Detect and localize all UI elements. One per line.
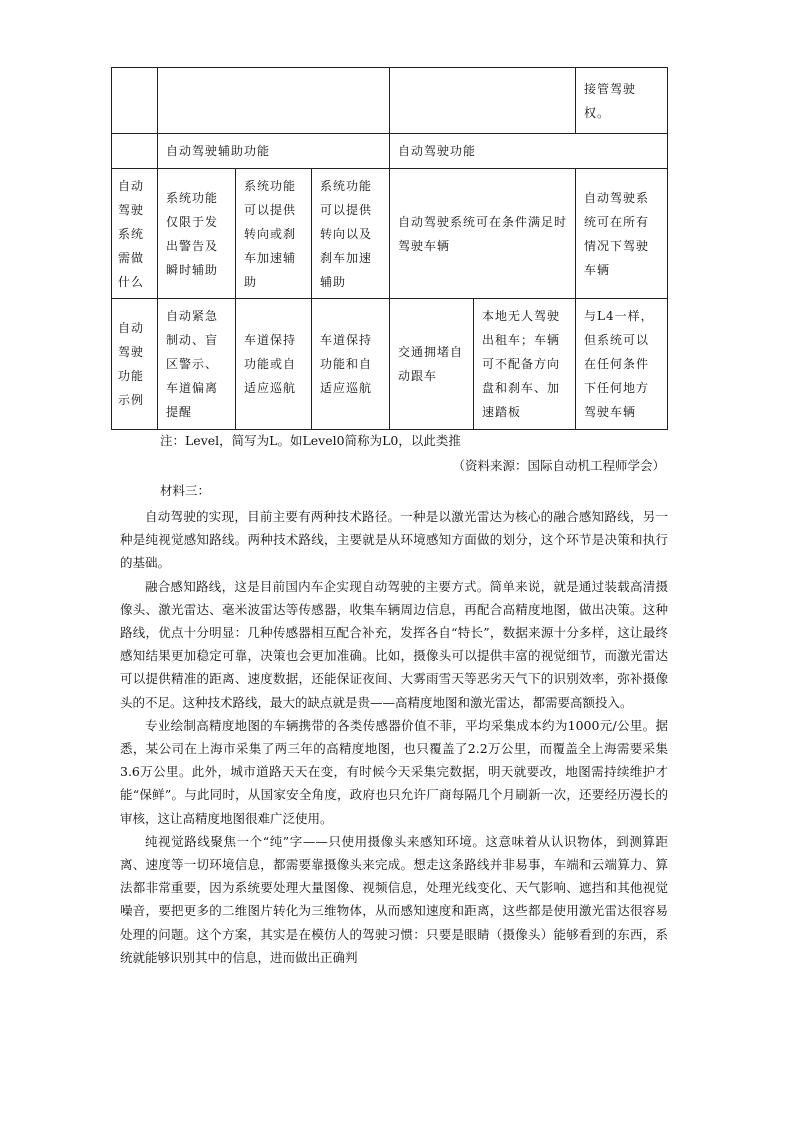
row-label: 自动驾驶系统需做什么 (112, 169, 158, 299)
table-cell (112, 134, 158, 169)
source-citation: （资料来源：国际自动机工程师学会） (452, 458, 665, 473)
table-cell: 与L4一样，但系统可以在任何条件下任何地方驾驶车辆 (576, 299, 668, 430)
table-cell: 系统功能可以提供转向以及刹车加速辅助 (312, 169, 390, 299)
table-row (112, 169, 668, 299)
table-cell (112, 68, 158, 134)
material-heading: 材料三： (160, 483, 211, 498)
table-cell (158, 68, 390, 134)
table-cell: 自动紧急制动、盲区警示、车道偏离提醒 (158, 299, 236, 430)
paragraph: 自动驾驶的实现，目前主要有两种技术路径。一种是以激光雷达为核心的融合感知路线，另一种是纯视觉感知路线。两种技术路线，主要就是从环境感知方面做的划分，这个环节是决策和执行的基础。 (120, 509, 668, 571)
table-cell: 自动驾驶辅助功能 (158, 134, 390, 169)
article-body (120, 505, 668, 969)
row-label: 自动驾驶功能示例 (112, 299, 158, 430)
paragraph: 纯视觉路线聚焦一个“纯”字——只使用摄像头来感知环境。这意味着从认识物体，到测算距离、速度等一切环境信息，都需要靠摄像头来完成。想走这条路线并非易事，车端和云端算力、算法都非常重要，因为系统要处理大量图像、视频信息，处理光线变化、天气影响、遮挡和其他视觉噪音，要把更多的二维图片转化为三维物体，从而感知速度和距离，这些都是使用激光雷达很容易处理的问题。这个方案，其实是在模仿人的驾驶习惯：只要是眼睛（摄像头）能够看到的东西，系统就能够识别其中的信息，进而做出正确判 (120, 833, 668, 965)
table-cell: 车道保持功能和自适应巡航 (312, 299, 390, 430)
paragraph: 融合感知路线，这是目前国内车企实现自动驾驶的主要方式。简单来说，就是通过装载高清摄像头、激光雷达、毫米波雷达等传感器，收集车辆周边信息，再配合高精度地图，做出决策。这种路线，优点十分明显：几种传感器相互配合补充，发挥各自“特长”，数据来源十分多样，这让最终感知结果更加稳定可靠，决策也会更加准确。比如，摄像头可以提供丰富的视觉细节，而激光雷达可以提供精准的距离、速度数据，还能保证夜间、大雾雨雪天等恶劣天气下的识别效率，弥补摄像头的不足。这种技术路线，最大的缺点就是贵——高精度地图和激光雷达，都需要高额投入。 (120, 578, 668, 710)
table-cell (390, 68, 576, 134)
sae-levels-table (111, 67, 668, 430)
table-row (112, 134, 668, 169)
table-row (112, 68, 668, 134)
table-cell: 交通拥堵自动跟车 (390, 299, 474, 430)
paragraph: 专业绘制高精度地图的车辆携带的各类传感器价值不菲，平均采集成本约为1000元/公里。据悉，某公司在上海市采集了两三年的高精度地图，也只覆盖了2.2万公里，而覆盖全上海需要采集3.6万公里。此外，城市道路天天在变，有时候今天采集完数据，明天就要改，地图需持续维护才能“保鲜”。与此同时，从国家安全角度，政府也只允许厂商每隔几个月刷新一次，还要经历漫长的审核，这让高精度地图很难广泛使用。 (120, 717, 668, 826)
table-cell: 本地无人驾驶出租车；车辆可不配备方向盘和刹车、加速踏板 (474, 299, 576, 430)
table-row (112, 299, 668, 430)
table-cell: 自动驾驶功能 (390, 134, 668, 169)
table-cell: 自动驾驶系统可在条件满足时驾驶车辆 (390, 169, 576, 299)
table-note: 注：Level，简写为L。如Level0简称为L0，以此类推 (160, 433, 461, 448)
table-cell: 系统功能可以提供转向或刹车加速辅助 (236, 169, 312, 299)
table-cell: 接管驾驶权。 (576, 68, 668, 134)
table-cell: 自动驾驶系统可在所有情况下驾驶车辆 (576, 169, 668, 299)
table-cell: 系统功能仅限于发出警告及瞬时辅助 (158, 169, 236, 299)
table-cell: 车道保持功能或自适应巡航 (236, 299, 312, 430)
